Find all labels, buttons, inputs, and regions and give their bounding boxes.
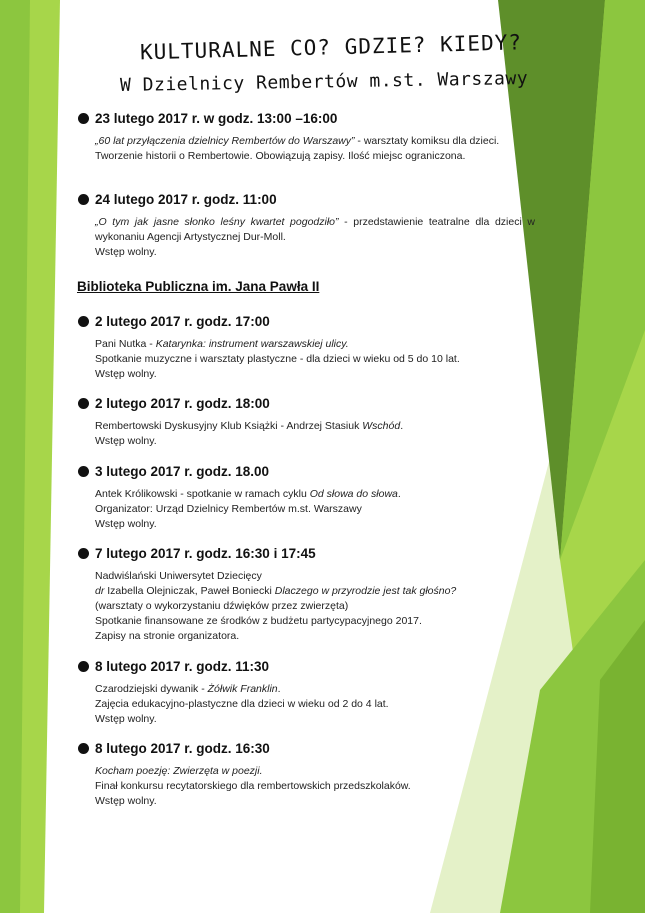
event-title-italic: Żółwik Franklin — [207, 683, 278, 695]
event-detail: Wstęp wolny. — [95, 435, 157, 447]
event-title: Antek Królikowski - spotkanie w ramach cyklu — [95, 488, 310, 500]
punctuation: . — [400, 420, 404, 432]
event-detail: Wstęp wolny. — [95, 246, 157, 258]
event-detail: Spotkanie muzyczne i warsztaty plastyczne - dla dzieci w wieku od 5 do 10 lat. — [95, 353, 460, 365]
academic-title: dr — [95, 585, 105, 597]
event-detail: Wstęp wolny. — [95, 795, 157, 807]
event-item — [78, 111, 538, 164]
event-item — [78, 314, 538, 382]
bullet-icon — [78, 743, 89, 754]
event-item — [78, 741, 538, 809]
event-title-italic: Wschód — [362, 420, 401, 432]
event-date: 3 lutego 2017 r. godz. 18.00 — [95, 464, 270, 479]
event-item — [78, 396, 538, 449]
event-detail: Finał konkursu recytatorskiego dla rembertowskich przedszkolaków. — [95, 780, 411, 792]
event-date: 2 lutego 2017 r. godz. 18:00 — [95, 396, 270, 411]
bullet-icon — [78, 466, 89, 477]
event-title: Rembertowski Dyskusyjny Klub Książki - Andrzej Stasiuk — [95, 420, 363, 432]
event-date: 24 lutego 2017 r. godz. 11:00 — [95, 192, 277, 207]
bullet-icon — [78, 316, 89, 327]
event-date: 7 lutego 2017 r. godz. 16:30 i 17:45 — [95, 546, 316, 561]
punctuation: . — [397, 488, 401, 500]
event-title: Nadwiślański Uniwersytet Dziecięcy — [95, 570, 262, 582]
event-title-italic: Katarynka: instrument warszawskiej ulicy. — [155, 338, 349, 350]
event-title: Czarodziejski dywanik - — [95, 683, 208, 695]
event-title-italic: Dlaczego w przyrodzie jest tak głośno? — [274, 585, 457, 597]
event-detail: Wstęp wolny. — [95, 518, 157, 530]
event-detail: Tworzenie historii o Rembertowie. Obowiązują zapisy. Ilość miejsc ograniczona. — [95, 150, 466, 162]
event-item — [78, 659, 538, 727]
event-detail: Wstęp wolny. — [95, 713, 157, 725]
event-detail: Organizator: Urząd Dzielnicy Rembertów m.st. Warszawy — [95, 503, 362, 515]
punctuation: . — [277, 683, 281, 695]
event-item — [78, 192, 538, 260]
event-detail: Zapisy na stronie organizatora. — [95, 630, 240, 642]
event-title-italic: Kocham poezję: Zwierzęta w poezji. — [95, 765, 263, 777]
event-detail: Wstęp wolny. — [95, 368, 157, 380]
bullet-icon — [78, 548, 89, 559]
bullet-icon — [78, 661, 89, 672]
event-title: Pani Nutka - — [95, 338, 156, 350]
event-title-italic: Od słowa do słowa — [309, 488, 398, 500]
event-detail: Spotkanie finansowane ze środków z budżetu partycypacyjnego 2017. — [95, 615, 422, 627]
bullet-icon — [78, 398, 89, 409]
event-detail: Zajęcia edukacyjno-plastyczne dla dzieci w wieku od 2 do 4 lat. — [95, 698, 389, 710]
event-date: 8 lutego 2017 r. godz. 11:30 — [95, 659, 270, 674]
section-title: Biblioteka Publiczna im. Jana Pawła II — [77, 279, 320, 294]
bullet-icon — [78, 113, 89, 124]
event-item — [78, 546, 538, 644]
event-description: - przedstawienie teatralne dla dzieci w wykonaniu Agencji Artystycznej Dur-Moll. — [95, 216, 535, 243]
event-presenters: Izabella Olejniczak, Paweł Boniecki — [104, 585, 275, 597]
page-subtitle: W Dzielnicy Rembertów m.st. Warszawy — [119, 67, 529, 97]
event-date: 8 lutego 2017 r. godz. 16:30 — [95, 741, 270, 756]
bullet-icon — [78, 194, 89, 205]
event-title: „60 lat przyłączenia dzielnicy Rembertów do Warszawy” — [95, 135, 355, 147]
event-date: 2 lutego 2017 r. godz. 17:00 — [95, 314, 270, 329]
event-date: 23 lutego 2017 r. w godz. 13:00 –16:00 — [95, 111, 338, 126]
event-detail: (warsztaty o wykorzystaniu dźwięków przez zwierzęta) — [95, 600, 349, 612]
event-item — [78, 464, 538, 532]
event-title: „O tym jak jasne słonko leśny kwartet pogodziło” — [95, 216, 339, 228]
event-description: - warsztaty komiksu dla dzieci. — [354, 135, 500, 147]
page-title: KULTURALNE CO? GDZIE? KIEDY? — [139, 30, 523, 65]
